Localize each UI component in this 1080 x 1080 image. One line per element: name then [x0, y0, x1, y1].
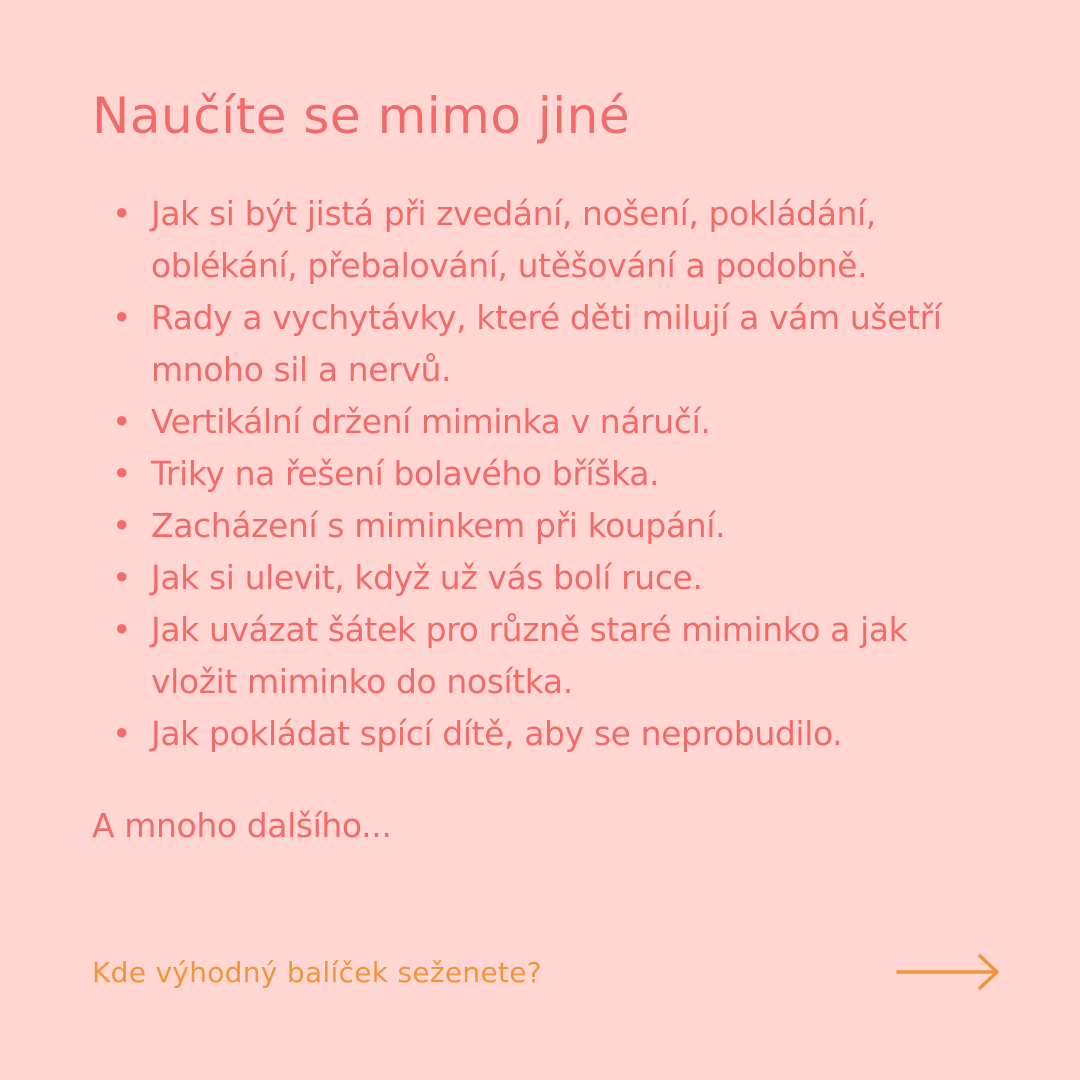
list-item-text: Jak pokládat spící dítě, aby se neprobudilo.: [151, 714, 843, 753]
cta-link[interactable]: [92, 950, 1002, 994]
bullet-icon: •: [112, 402, 132, 441]
list-item-text: Vertikální držení miminka v náručí.: [151, 402, 711, 441]
bullet-icon: •: [112, 454, 132, 493]
feature-list: [112, 188, 992, 760]
bullet-icon: •: [112, 558, 132, 597]
bullet-icon: •: [112, 714, 132, 753]
arrow-right-icon[interactable]: [896, 952, 1002, 992]
list-item-text: Zacházení s miminkem při koupání.: [151, 506, 726, 545]
list-item: [112, 552, 992, 604]
bullet-icon: •: [112, 610, 132, 649]
list-item-text: Triky na řešení bolavého bříška.: [151, 454, 660, 493]
list-item: [112, 396, 992, 448]
list-item-text: Jak si být jistá při zvedání, nošení, pokládání, oblékání, přebalování, utěšování a podobně.: [151, 194, 876, 285]
page-title: Naučíte se mimo jiné: [92, 87, 631, 145]
list-item-text: Jak uvázat šátek pro různě staré miminko a jak vložit miminko do nosítka.: [151, 610, 908, 701]
more-text: A mnoho dalšího...: [92, 806, 392, 845]
list-item: [112, 604, 992, 708]
bullet-icon: •: [112, 506, 132, 545]
list-item: [112, 708, 992, 760]
list-item: [112, 188, 992, 292]
list-item: [112, 500, 992, 552]
list-item-text: Rady a vychytávky, které děti milují a vám ušetří mnoho sil a nervů.: [151, 298, 942, 389]
bullet-icon: •: [112, 298, 132, 337]
cta-label: Kde výhodný balíček seženete?: [92, 955, 542, 989]
list-item: [112, 292, 992, 396]
list-item: [112, 448, 992, 500]
bullet-icon: •: [112, 194, 132, 233]
list-item-text: Jak si ulevit, když už vás bolí ruce.: [151, 558, 703, 597]
